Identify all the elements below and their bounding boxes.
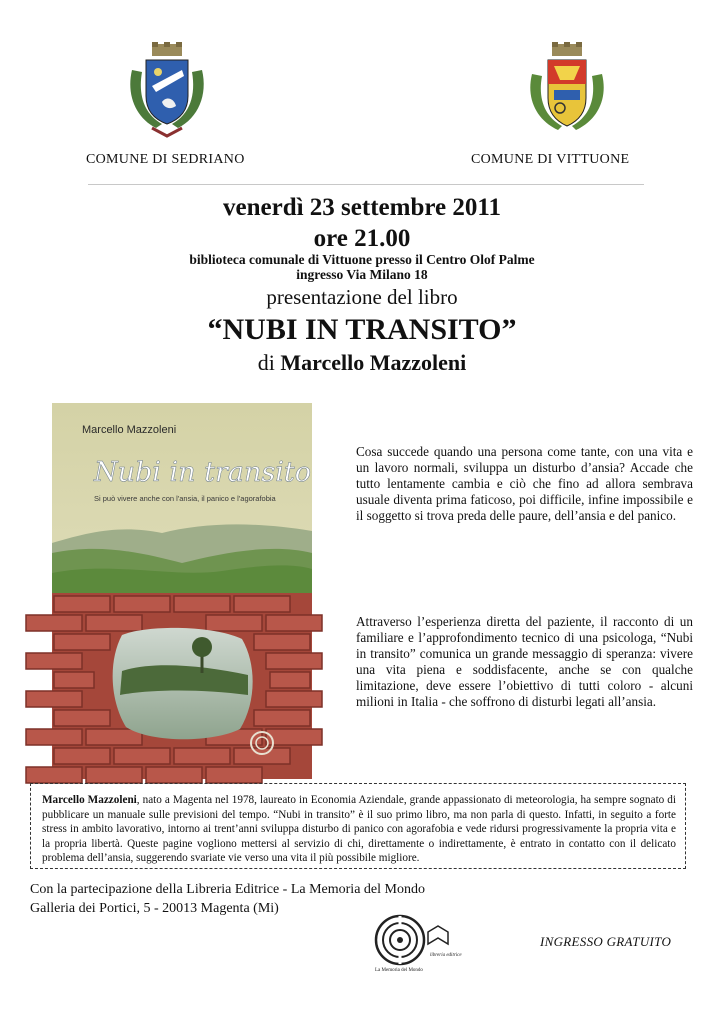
memoria-del-mondo-logo: [372, 912, 462, 974]
author-prefix: di: [257, 350, 275, 375]
cover-subtitle: Si può vivere anche con l'ansia, il panico e l'agorafobia: [94, 494, 276, 503]
description-paragraph-1: Cosa succede quando una persona come tante, con una vita e un lavoro normali, sviluppa un disturbo d’ansia? Accade che tutto lentamente cambia e ciò che fino ad allora sembrava usuale diventa prima faticoso, poi difficile, infine impossibile e il soggetto si trova preda delle paure, dell’ansia e del panico.: [356, 444, 693, 524]
participation-text: [30, 880, 425, 918]
participation-line-1: Con la partecipazione della Libreria Editrice - La Memoria del Mondo: [30, 882, 425, 897]
presentation-label: presentazione del libro: [266, 285, 458, 309]
vittuone-crest-icon: [522, 40, 612, 140]
author-bio-box: [30, 783, 686, 869]
book-author: [0, 350, 724, 376]
sedriano-crest-icon: [122, 40, 212, 140]
logo-ring-text: La Memoria del Mondo: [375, 968, 423, 973]
participation-line-2: Galleria dei Portici, 5 - 20013 Magenta (Mi): [30, 901, 279, 916]
header-divider: [88, 184, 644, 185]
venue-line-1: biblioteca comunale di Vittuone presso il Centro Olof Palme: [189, 252, 535, 267]
bio-text: , nato a Magenta nel 1978, laureato in Economia Aziendale, grande appassionato di meteorologia, ha sempre sognato di pubblicare un manuale sulle previsioni del tempo. “Nubi in transito” è il suo primo libro, ma non parla di questo. Infatti, in seguito a forte stress in ambito lavorativo, intorno ai trent’anni sviluppa disturbo di panico con agorafobia e vede ridursi progressivamente la propria vita e la propria libertà. Queste pagine vogliono mettersi al servizio di chi, direttamente o indirettamente, è entrato in contatto con il delicato problema dell’ansia, suggerendo svariate vie verso una vita il più possibile migliore.: [42, 794, 676, 865]
book-cover-art: [52, 403, 312, 779]
free-entry-label: INGRESSO GRATUITO: [540, 934, 672, 949]
book-cover: [52, 403, 312, 779]
logo-side-text: libreria editrice: [430, 953, 462, 958]
cover-author: Marcello Mazzoleni: [82, 424, 177, 436]
event-venue: [0, 252, 724, 282]
author-name: Marcello Mazzoleni: [280, 350, 467, 375]
cover-title: Nubi in transito: [94, 457, 311, 488]
comune-sedriano-label: COMUNE DI SEDRIANO: [86, 152, 245, 167]
venue-line-2: ingresso Via Milano 18: [296, 267, 428, 282]
description-paragraph-2: Attraverso l’esperienza diretta del paziente, il racconto di un familiare e l’approfondimento tecnico di una psicologa, “Nubi in transito” comunica un grande messaggio di speranza: vivere una vita piena e soddisfacente, anche se con qualche limitazione, deve essere l’obiettivo di tutti coloro - alcuni milioni in Italia - che soffrono di disturbi legati all’ansia.: [356, 614, 693, 710]
book-title: “NUBI IN TRANSITO”: [207, 313, 517, 346]
comune-vittuone-label: COMUNE DI VITTUONE: [471, 152, 630, 167]
event-date: venerdì 23 settembre 2011: [223, 194, 501, 221]
event-time: ore 21.00: [313, 225, 411, 252]
bio-author-name: Marcello Mazzoleni: [42, 794, 137, 806]
